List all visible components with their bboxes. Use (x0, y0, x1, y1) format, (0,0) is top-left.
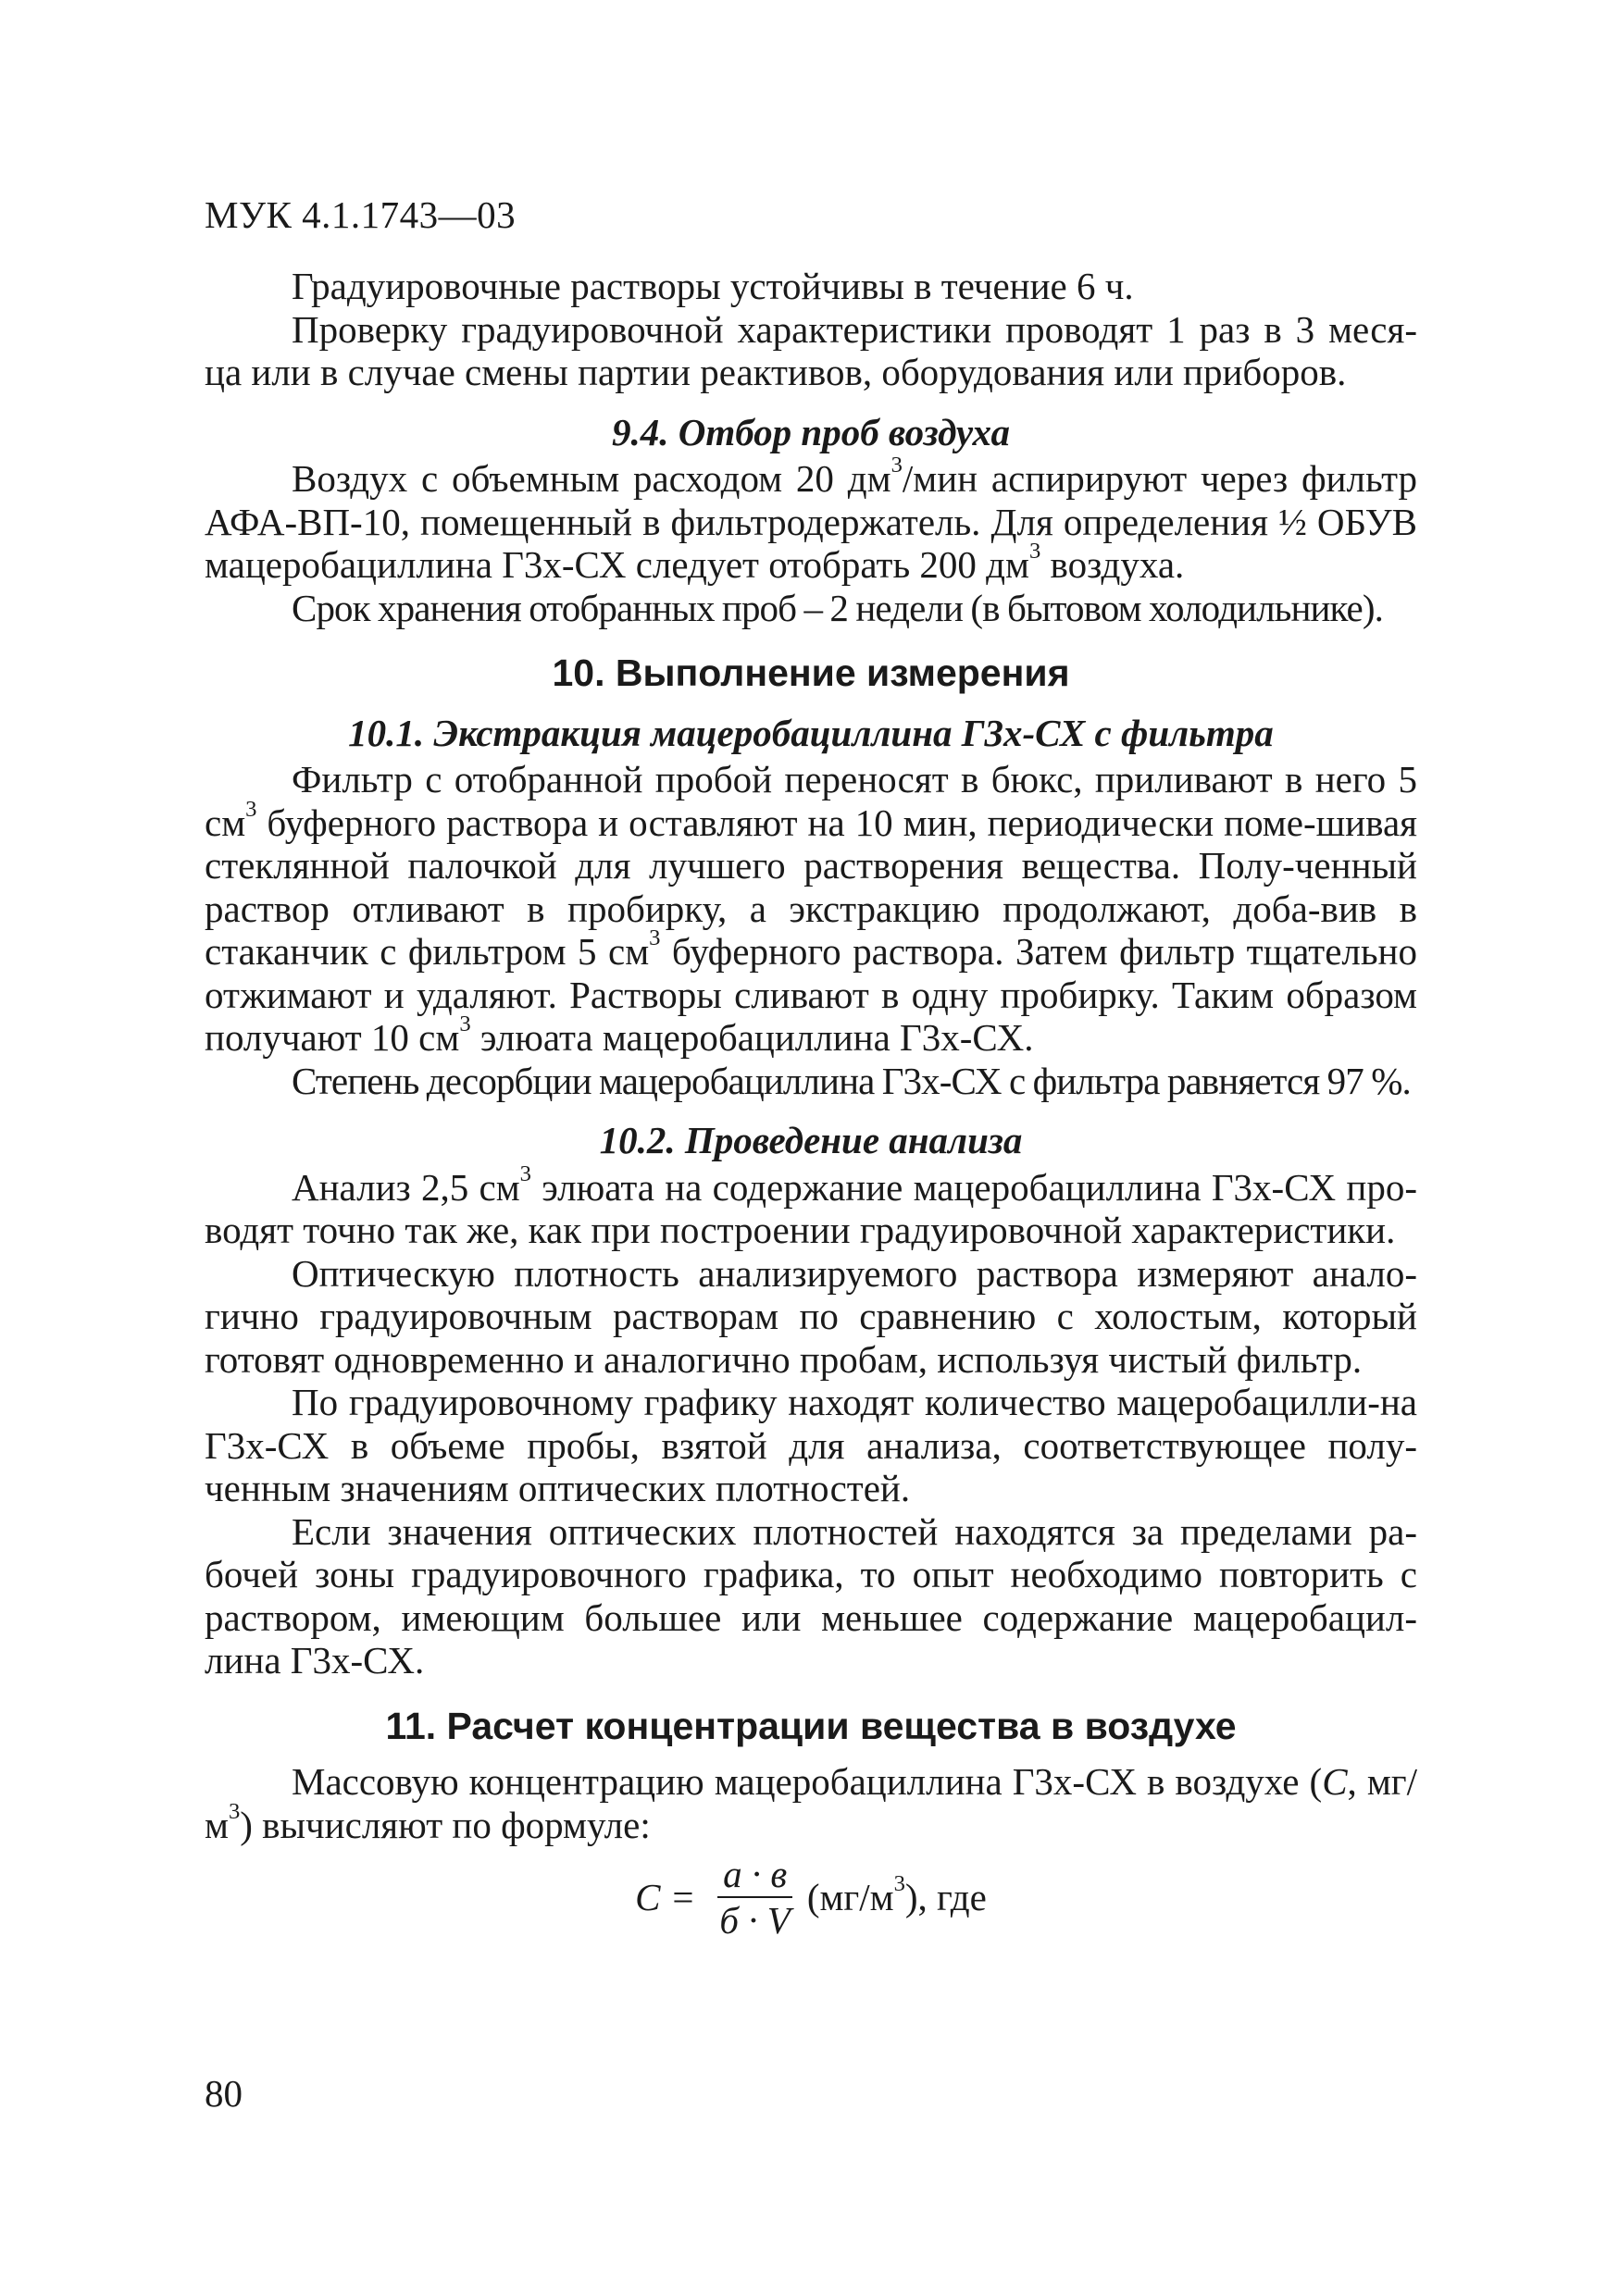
concentration-formula (205, 1852, 1417, 1942)
formula-denominator: б · V (719, 1899, 791, 1942)
formula-unit-text: (мг/м (806, 1875, 894, 1918)
formula-unit-tail: ), где (904, 1875, 987, 1918)
text-run: ) вычисляют по формуле: (240, 1803, 651, 1846)
text-run: Фильтр с отобранной пробой переносят в бюкс, приливают в него 5 см (205, 758, 1417, 844)
paragraph: Оптическую плотность анализируемого раствора измеряют анало-гично градуировочным растворам по сравнению с холостым, который готовят одновременно и аналогично пробам, используя чистый фильтр. (205, 1251, 1417, 1381)
text-run: /мин аспирируют через фильтр АФА-ВП-10, помещенный в фильтродержатель. Для определения ½ ОБУВ мацеробациллина Г3х-СХ следует отобрать 200 дм (205, 457, 1418, 586)
paragraph: Градуировочные растворы устойчивы в течение 6 ч. (292, 265, 1134, 307)
formula-fraction (714, 1852, 795, 1942)
superscript: 3 (245, 796, 257, 822)
paragraph (205, 1760, 1417, 1846)
superscript: 3 (1028, 539, 1041, 565)
superscript: 3 (459, 1011, 471, 1037)
text-run: элюата на содержание мацеробациллина Г3х-СХ про-водят точно так же, как при построении градуировочной характеристики. (205, 1165, 1417, 1251)
text-run: Анализ 2,5 см (292, 1165, 520, 1209)
superscript: 3 (519, 1160, 531, 1186)
paragraph (205, 453, 1418, 587)
superscript: 3 (893, 1870, 905, 1896)
superscript: 3 (890, 453, 903, 478)
text-run: воздуха. (1040, 543, 1185, 586)
paragraph: Если значения оптических плотностей находятся за пределами ра-бочей зоны градуировочного графика, то опыт необходимо повторить с раствором, имеющим большее или меньшее содержание мацеробацил-лина Г3х-СХ. (205, 1509, 1417, 1682)
section-title: 11. Расчет концентрации вещества в воздухе (385, 1704, 1237, 1747)
section-title: 10. Выполнение измерения (552, 652, 1070, 694)
text-run: Массовую концентрацию мацеробациллина Г3х-СХ в воздухе ( (292, 1760, 1323, 1803)
subsection-title: 10.2. Проведение анализа (599, 1119, 1023, 1161)
formula-unit (806, 1870, 987, 1919)
paragraph: Срок хранения отобранных проб – 2 недели (в бытовом холодильнике). (292, 586, 1383, 629)
superscript: 3 (228, 1798, 241, 1824)
subsection-title: 10.1. Экстракция мацеробациллина Г3х-СХ с фильтра (348, 711, 1274, 754)
page-number: 80 (205, 2072, 243, 2115)
doc-code-header: МУК 4.1.1743—03 (205, 193, 517, 236)
text-run: , мг/м (205, 1760, 1417, 1846)
text-run: Воздух с объемным расходом 20 дм (292, 457, 891, 500)
paragraph (205, 1160, 1417, 1252)
paragraph (205, 758, 1417, 1060)
text-run: буферного раствора. Затем фильтр тщательно отжимают и удаляют. Растворы сливают в одну пробирку. Таким образом получают 10 см (205, 930, 1417, 1059)
paragraph: Степень десорбции мацеробациллина Г3х-СХ с фильтра равняется 97 %. (292, 1059, 1411, 1102)
subsection-title: 9.4. Отбор проб воздуха (611, 410, 1011, 453)
page-content (205, 265, 1417, 1942)
text-run: элюата мацеробациллина Г3х-СХ. (470, 1016, 1034, 1059)
paragraph: Проверку градуировочной характеристики проводят 1 раз в 3 меся-ца или в случае смены партии реактивов, оборудования или приборов. (205, 307, 1417, 393)
paragraph: По градуировочному графику находят количество мацеробацилли-на Г3х-СХ в объеме пробы, взятой для анализа, соответствующее полу-ченным значениям оптических плотностей. (205, 1381, 1417, 1509)
variable-c: C (1322, 1760, 1348, 1803)
text-run: буферного раствора и оставляют на 10 мин, периодически поме-шивая стеклянной палочкой для лучшего растворения вещества. Полу-ченный раствор отливают в пробирку, а экстракцию продолжают, доба-вив в стаканчик с фильтром 5 см (205, 800, 1417, 973)
formula-lhs: C = (635, 1875, 696, 1918)
formula-numerator: а · в (717, 1852, 792, 1898)
superscript: 3 (649, 925, 661, 951)
